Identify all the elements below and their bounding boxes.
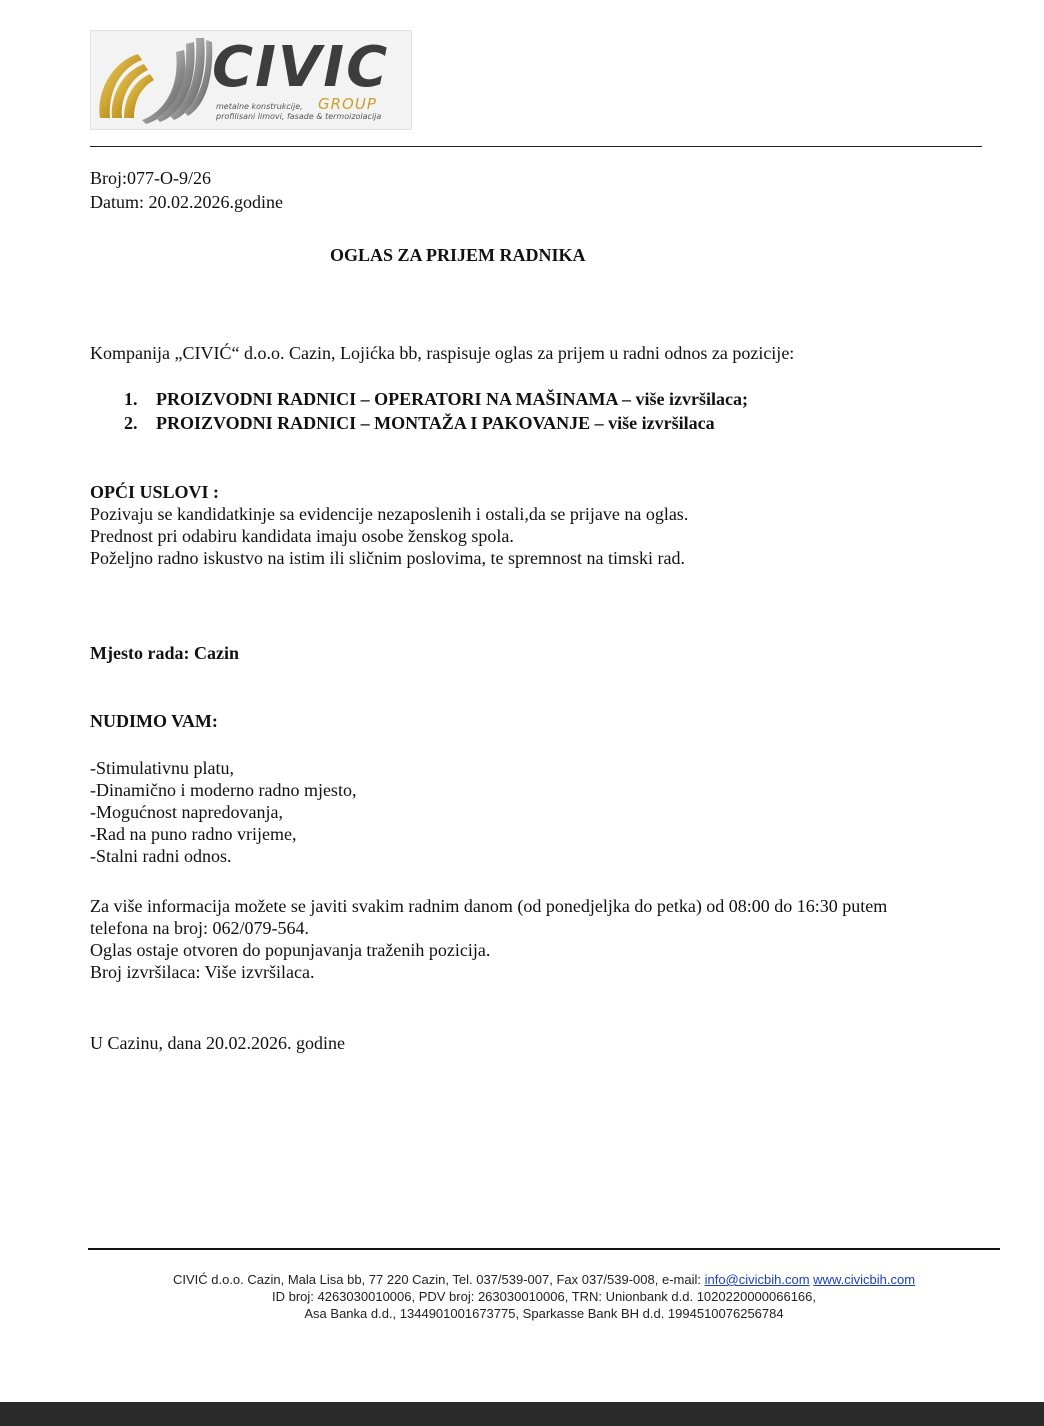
offer-item: -Rad na puno radno vrijeme, [90,824,297,844]
open-until-note: Oglas ostaje otvoren do popunjavanja traženih pozicija. [90,940,491,960]
position-text: PROIZVODNI RADNICI – MONTAŽA I PAKOVANJE – više izvršilaca [156,413,715,433]
header-divider [90,146,982,147]
condition-line: Poželjno radno iskustvo na istim ili sličnim poslovima, te spremnost na timski rad. [90,548,685,568]
website-link[interactable]: www.civicbih.com [813,1272,916,1287]
company-logo [90,30,412,130]
logo-tagline-line: metalne konstrukcije, [216,102,303,111]
logo-tagline-line: profilisani limovi, fasade & termoizolacija [216,112,382,121]
position-text: PROIZVODNI RADNICI – OPERATORI NA MAŠINAMA – više izvršilaca; [156,389,748,409]
reference-number: Broj:077-O-9/26 [90,168,211,188]
work-location: Mjesto rada: Cazin [90,643,239,663]
footer-divider [88,1248,1000,1250]
offer-item: -Mogućnost napredovanja, [90,802,283,822]
logo-group-label: GROUP [318,95,377,113]
document-title: OGLAS ZA PRIJEM RADNIKA [330,245,586,265]
document-reference [90,166,990,214]
footer-address: CIVIĆ d.o.o. Cazin, Mala Lisa bb, 77 220 Cazin, Tel. 037/539-007, Fax 037/539-008, e-mail: [172,1272,705,1287]
positions-list [124,387,748,435]
document-date: Datum: 20.02.2026.godine [90,192,283,212]
condition-line: Prednost pri odabiru kandidata imaju osobe ženskog spola. [90,526,514,546]
email-link[interactable]: info@civicbih.com [704,1272,810,1287]
screen-bottom-bar [0,1402,1044,1426]
conditions-heading: OPĆI USLOVI : [90,482,220,502]
contact-line: Za više informacija možete se javiti svakim radnim danom (od ponedjeljka do petka) od 08:00 do 16:30 putem [90,896,888,916]
footer-line: ID broj: 4263030010006, PDV broj: 263030010006, TRN: Unionbank d.d. 1020220000066166, [271,1289,816,1304]
intro-paragraph: Kompanija „CIVIĆ“ d.o.o. Cazin, Lojićka bb, raspisuje oglas za prijem u radni odnos za pozicije: [90,343,795,363]
offer-heading: NUDIMO VAM: [90,711,218,731]
position-number: 1. [124,389,138,409]
offer-item: -Dinamično i moderno radno mjesto, [90,780,357,800]
position-number: 2. [124,413,138,433]
position-item [124,411,748,435]
company-footer [88,1271,1000,1322]
conditions-section [90,481,688,569]
closing-place-date: U Cazinu, dana 20.02.2026. godine [90,1033,345,1053]
civic-swirl-icon [94,32,216,126]
footer-line: Asa Banka d.d., 1344901001673775, Sparkasse Bank BH d.d. 1994510076256784 [304,1306,784,1321]
contact-line: telefona na broj: 062/079-564. [90,918,309,938]
logo-wordmark: CIVIC [212,35,390,100]
offer-list [90,757,356,867]
logo-tagline [216,102,381,122]
footer-line [88,1271,1000,1288]
positions-count: Broj izvršilaca: Više izvršilaca. [90,962,315,982]
position-item [124,387,748,411]
offer-item: -Stimulativnu platu, [90,758,234,778]
condition-line: Pozivaju se kandidatkinje sa evidencije nezaposlenih i ostali,da se prijave na oglas. [90,504,689,524]
offer-item: -Stalni radni odnos. [90,846,232,866]
info-section [90,895,887,983]
